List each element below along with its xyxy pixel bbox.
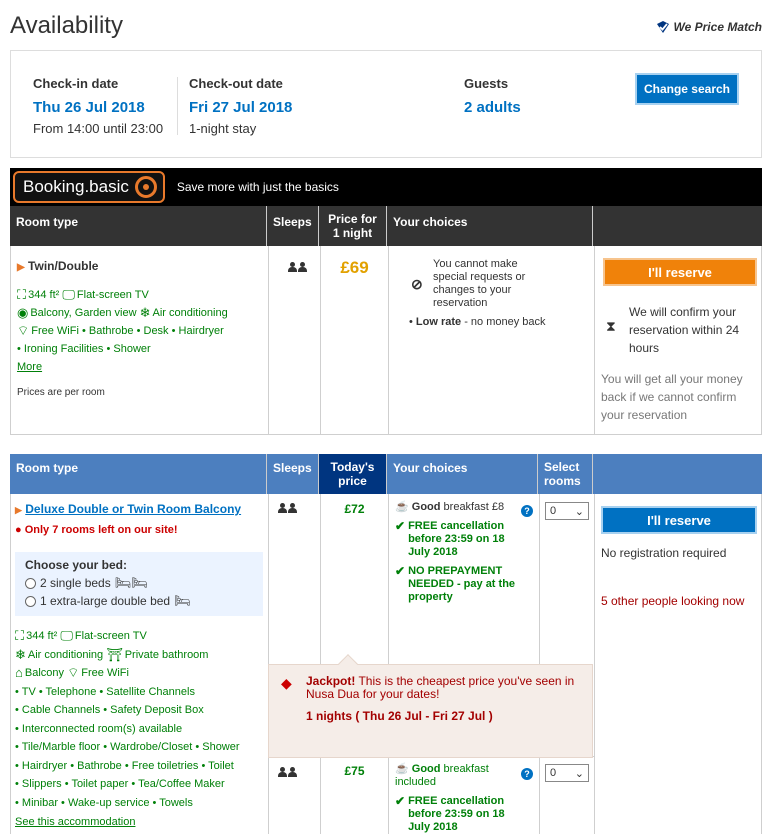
no-requests-text: You cannot make special requests or changes to your reservation [433,258,526,309]
see-accommodation-link[interactable]: See this accommodation [15,816,136,828]
info-icon[interactable]: ? [521,766,533,780]
th2-todays-price: Today's price [319,454,387,494]
guests-label: Guests [464,76,509,91]
bed-choice-box [15,552,263,616]
select-rooms-row1[interactable]: 0 ⌄ [545,502,589,520]
divider [177,77,178,135]
no-prepayment-row1: ✔ NO PREPAYMENT NEEDED - pay at the property [395,564,516,603]
room-name-basic: ▶ Twin/Double [17,259,99,273]
reserve-button-basic[interactable]: I'll reserve [603,258,757,286]
chevron-down-icon: ⌄ [574,505,584,518]
bed-option-double[interactable]: 1 extra-large double bed 🛏 [25,593,253,609]
bed-choice-title: Choose your bed: [25,558,128,572]
th-price: Price for 1 night [319,206,387,246]
eye-icon: ◉ [17,305,29,320]
change-search-button[interactable]: Change search [635,73,739,105]
free-cancel-row1: ✔ FREE cancellation before 23:59 on 18 July 2018 [395,519,505,558]
amenities-basic: ⛶ 344 ft² 🖵 Flat-screen TV ◉ Balcony, Garden view ❄ Air conditioning ⌔ Free WiFi • Bathrobe • Desk • Hairdryer • Ironing Facilities • Shower More [17,287,228,373]
th-room-type: Room type [10,206,267,246]
wifi-icon: ⌔ [17,323,30,338]
reserve-button-deluxe[interactable]: I'll reserve [601,506,757,534]
select-rooms-row2[interactable]: 0 ⌄ [545,764,589,782]
tv-icon: 🖵 [62,287,75,302]
tv-icon: 🖵 [60,628,73,643]
radio-double-bed[interactable] [25,596,36,607]
bed-option-single[interactable]: 2 single beds 🛏🛏 [25,575,253,591]
breakfast-row2: ☕ Good breakfast included [395,763,489,788]
sleeps-two-icon [288,261,308,275]
alert-dot-icon: ● [15,524,22,536]
th2-choices: Your choices [387,454,538,494]
radio-single-beds[interactable] [25,578,36,589]
nights-count: 1-night stay [189,121,257,136]
logo-main: Booking [23,177,85,196]
room-name-deluxe[interactable]: ▶ Deluxe Double or Twin Room Balcony [15,502,242,516]
table2-header [10,454,762,494]
basic-tagline: Save more with just the basics [176,180,339,194]
breakfast-row1: ☕ Good breakfast £8 [395,501,505,513]
th-sleeps: Sleeps [267,206,319,246]
confirm-text: We will confirm your reservation within 24 hours [629,305,740,355]
th2-sleeps: Sleeps [267,454,319,494]
th2-select-rooms: Select rooms [538,454,593,494]
table1-header [10,206,762,246]
table1-body [10,246,762,435]
snowflake-icon: ❄ [15,646,26,662]
check-icon: ✔ [395,519,406,533]
target-icon [135,176,157,198]
balcony-icon: ⌂ [15,665,23,680]
basic-room-table [10,206,762,246]
coffee-icon: ☕ [395,501,409,513]
search-summary [10,50,762,158]
price-basic: £69 [340,258,369,277]
th2-room-type: Room type [10,454,267,494]
snowflake-icon: ❄ [139,305,151,320]
no-entry-icon: ⊘ [411,276,423,292]
checkin-label: Check-in date [33,76,119,91]
free-cancel-row2: ✔ FREE cancellation before 23:59 on 18 July 2018 [395,794,505,833]
prices-note: Prices are per room [17,387,105,398]
info-icon[interactable]: ? [521,503,533,517]
logo-suffix: .basic [84,177,129,196]
booking-basic-banner [10,168,762,206]
check-icon: ✔ [395,564,406,578]
coffee-icon: ☕ [395,763,409,775]
th-choices: Your choices [387,206,593,246]
bathroom-icon: ⛩ [106,646,123,662]
jackpot-message: Jackpot! This is the cheapest price you've seen in Nusa Dua for your dates! [306,674,575,701]
money-back-text: You will get all your money back if we cannot confirm your reservation [601,372,743,422]
sleeps-two-icon [278,766,298,780]
chevron-down-icon: ⌄ [574,767,584,780]
single-beds-icon: 🛏🛏 [114,575,148,590]
more-link[interactable]: More [17,361,43,373]
amenities-deluxe: ⛶ 344 ft² 🖵 Flat-screen TV ❄ Air conditioning ⛩ Private bathroom ⌂ Balcony ⌔ Free WiFi • TV • Telephone • Satellite Channels • Cable Channels • Safety Deposit Box • Interconnected room(s) available • Tile/Marble floor • Wardrobe/Closet • Shower • Hairdryer • Bathrobe • Free toiletries • Toilet • Slippers • Toilet paper • Tea/Coffee Maker • Minibar • Wake-up service • Towels [15,628,240,809]
page-title: Availability [10,12,123,39]
guests-value: 2 adults [464,99,521,116]
hourglass-icon: ⧗ [606,318,616,334]
no-registration-text: No registration required [601,546,727,560]
double-bed-icon: 🛏 [174,593,191,608]
price-row2: £75 [344,764,365,778]
booking-basic-logo [13,171,165,203]
jackpot-tooltip [268,664,593,758]
jackpot-dates: 1 nights ( Thu 26 Jul - Fri 27 Jul ) [306,709,493,723]
checkout-label: Check-out date [189,76,283,91]
caret-right-icon: ▶ [17,262,25,273]
price-match-label: We Price Match [673,20,762,34]
caret-right-icon: ▶ [15,505,22,515]
bed-size-icon: ⛶ [15,628,25,643]
price-match-badge[interactable] [656,20,762,34]
wifi-icon: ⌔ [67,665,80,680]
checkin-value: Thu 26 Jul 2018 [33,99,145,116]
people-looking-text: 5 other people looking now [601,594,745,608]
scarcity-message: ● Only 7 rooms left on our site! [15,524,178,536]
check-shield-icon [656,20,670,34]
price-row1: £72 [344,502,365,516]
low-rate-text: • Low rate - no money back [409,316,546,328]
bed-size-icon: ⛶ [17,287,27,302]
sleeps-two-icon [278,502,298,516]
check-icon: ✔ [395,794,406,808]
tag-icon: ◆ [281,675,292,691]
checkout-value: Fri 27 Jul 2018 [189,99,293,116]
checkin-time: From 14:00 until 23:00 [33,121,164,136]
